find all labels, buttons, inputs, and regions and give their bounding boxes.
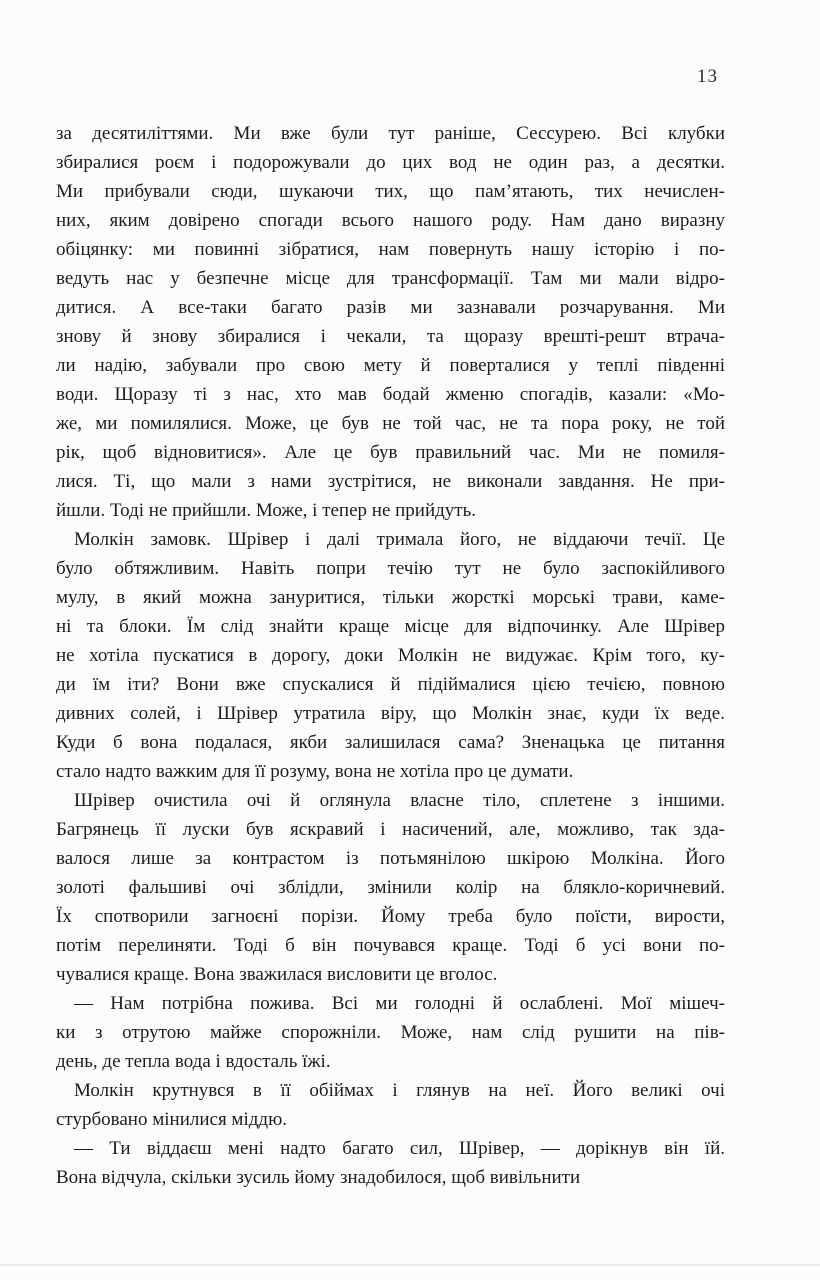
text-line: ки з отрутою майже спорожніли. Може, нам слід рушити на пів- — [56, 1022, 725, 1043]
text-line: же, ми помилялися. Може, це був не той час, не та пора року, не той — [56, 413, 725, 434]
text-line: дитися. А все-таки багато разів ми зазнавали розчарування. Ми — [56, 297, 725, 318]
text-line: за десятиліттями. Ми вже були тут раніше, Сессурею. Всі клубки — [56, 123, 725, 144]
text-line: стурбовано мінилися міддю. — [56, 1109, 288, 1130]
text-line: Молкін замовк. Шрівер і далі тримала його, не віддаючи течії. Це — [74, 529, 725, 550]
text-line: золоті фальшиві очі зблідли, змінили колір на блякло-коричневий. — [56, 877, 725, 898]
text-line: ні та блоки. Їм слід знайти краще місце для відпочинку. Але Шрівер — [56, 616, 725, 637]
page-number: 13 — [697, 66, 718, 87]
text-line: стало надто важким для її розуму, вона не хотіла про це думати. — [56, 761, 574, 782]
text-line: було обтяжливим. Навіть попри течію тут не було заспокійливого — [56, 558, 725, 579]
text-line: потім перелиняти. Тоді б він почувався краще. Тоді б усі вони по- — [56, 935, 725, 956]
text-line: лися. Ті, що мали з нами зустрітися, не виконали завдання. Не при- — [56, 471, 725, 492]
text-line: мулу, в який можна зануритися, тільки жорсткі морські трави, каме- — [56, 587, 725, 608]
text-line: валося лише за контрастом із потьмянілою шкірою Молкіна. Його — [56, 848, 725, 869]
text-line: збиралися роєм і подорожували до цих вод не один раз, а десятки. — [56, 152, 725, 173]
text-line: Ми прибували сюди, шукаючи тих, що пам’ятають, тих нечислен- — [56, 181, 725, 202]
text-line: ли надію, забували про свою мету й поверталися у теплі південні — [56, 355, 725, 376]
text-line: чувалися краще. Вона зважилася висловити це вголос. — [56, 964, 498, 985]
text-line: день, де тепла вода і вдосталь їжі. — [56, 1051, 331, 1072]
text-line: — Ти віддаєш мені надто багато сил, Шрівер, — дорікнув він їй. — [74, 1138, 725, 1159]
text-line: Багрянець її луски був яскравий і насичений, але, можливо, так зда- — [56, 819, 725, 840]
scan-edge-shadow — [0, 1264, 820, 1266]
text-line: Шрівер очистила очі й оглянула власне тіло, сплетене з іншими. — [74, 790, 725, 811]
text-line: Молкін крутнувся в її обіймах і глянув на неї. Його великі очі — [74, 1080, 725, 1101]
text-line: ведуть нас у безпечне місце для трансформації. Там ми мали відро- — [56, 268, 725, 289]
text-line: знову й знову збиралися і чекали, та щоразу врешті-решт втрача- — [56, 326, 725, 347]
text-line: ди їм іти? Вони вже спускалися й підіймалися цією течією, повною — [56, 674, 725, 695]
text-line: Куди б вона подалася, якби залишилася сама? Зненацька це питання — [56, 732, 725, 753]
text-line: обіцянку: ми повинні зібратися, нам повернуть нашу історію і по- — [56, 239, 725, 260]
text-line: не хотіла пускатися в дорогу, доки Молкін не видужає. Крім того, ку- — [56, 645, 725, 666]
text-line: дивних солей, і Шрівер утратила віру, що Молкін знає, куди їх веде. — [56, 703, 725, 724]
text-line: води. Щоразу ті з нас, хто мав бодай жменю спогадів, казали: «Мо- — [56, 384, 725, 405]
text-line: них, яким довірено спогади всього нашого роду. Нам дано виразну — [56, 210, 725, 231]
page-text — [56, 119, 725, 1192]
text-line: йшли. Тоді не прийшли. Може, і тепер не прийдуть. — [56, 500, 477, 521]
text-line: рік, щоб відновитися». Але це був правильний час. Ми не помиля- — [56, 442, 725, 463]
text-line: Їх спотворили загноєні порізи. Йому треба було поїсти, вирости, — [56, 906, 725, 927]
text-line: Вона відчула, скільки зусиль йому знадобилося, щоб вивільнити — [56, 1167, 581, 1188]
text-line: — Нам потрібна пожива. Всі ми голодні й ослаблені. Мої мішеч- — [74, 993, 725, 1014]
